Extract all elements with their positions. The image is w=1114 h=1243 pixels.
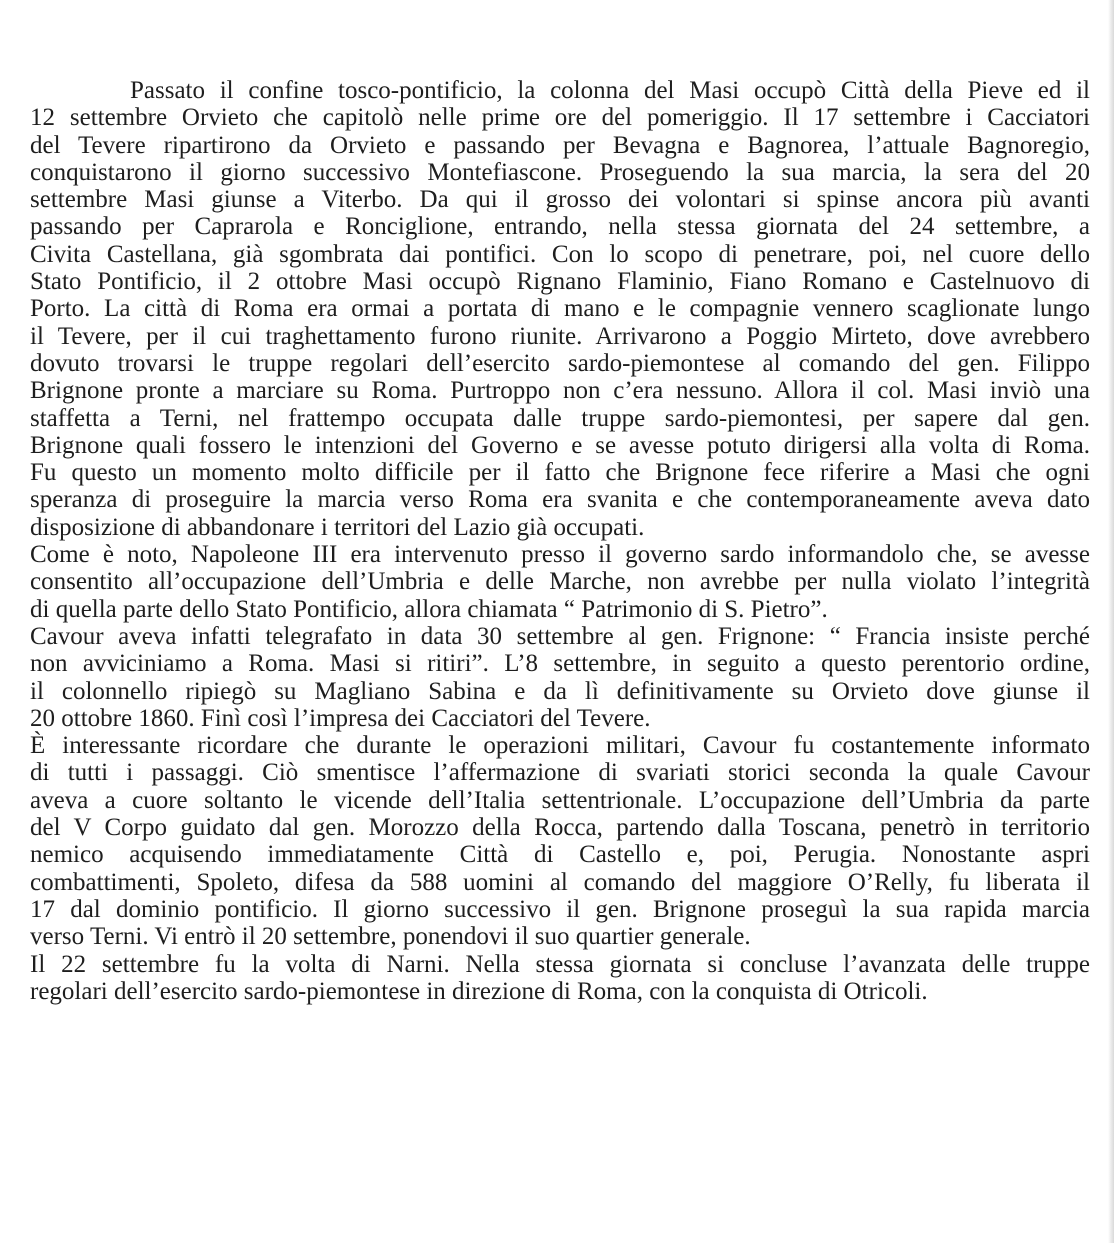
text-line: Brignone quali fossero le intenzioni del Governo e se avesse potuto dirigersi alla volta di Roma. — [30, 431, 1090, 459]
text-line: non avviciniamo a Roma. Masi si ritiri”. L’8 settembre, in seguito a questo perentorio ordine, — [30, 650, 1090, 678]
text-line: del V Corpo guidato dal gen. Morozzo della Rocca, partendo dalla Toscana, penetrò in territorio — [30, 814, 1090, 842]
text-line: passando per Caprarola e Ronciglione, entrando, nella stessa giornata del 24 settembre, a — [30, 213, 1090, 241]
text-line: aveva a cuore soltanto le vicende dell’Italia settentrionale. L’occupazione dell’Umbria da parte — [30, 786, 1090, 814]
body-text — [30, 77, 1090, 1005]
text-line: verso Terni. Vi entrò il 20 settembre, ponendovi il suo quartier generale. — [30, 923, 751, 951]
text-line: 12 settembre Orvieto che capitolò nelle prime ore del pomeriggio. Il 17 settembre i Cacciatori — [30, 104, 1090, 132]
text-line: di quella parte dello Stato Pontificio, allora chiamata “ Patrimonio di S. Pietro”. — [30, 595, 828, 623]
text-line: Fu questo un momento molto difficile per il fatto che Brignone fece riferire a Masi che ogni — [30, 459, 1090, 487]
text-line: conquistarono il giorno successivo Montefiascone. Proseguendo la sua marcia, la sera del 20 — [30, 158, 1090, 186]
text-line: Brignone pronte a marciare su Roma. Purtroppo non c’era nessuno. Allora il col. Masi inviò una — [30, 377, 1090, 405]
text-line: del Tevere ripartirono da Orvieto e passando per Bevagna e Bagnorea, l’attuale Bagnoregio, — [30, 131, 1090, 159]
text-line: il colonnello ripiegò su Magliano Sabina e da lì definitivamente su Orvieto dove giunse il — [30, 677, 1090, 705]
text-line: Civita Castellana, già sgombrata dai pontifici. Con lo scopo di penetrare, poi, nel cuore dello — [30, 240, 1090, 268]
text-line: disposizione di abbandonare i territori del Lazio già occupati. — [30, 513, 645, 541]
text-line: Porto. La città di Roma era ormai a portata di mano e le compagnie vennero scaglionate lungo — [30, 295, 1090, 323]
text-line: 17 dal dominio pontificio. Il giorno successivo il gen. Brignone proseguì la sua rapida marcia — [30, 895, 1090, 923]
text-line: consentito all’occupazione dell’Umbria e delle Marche, non avrebbe per nulla violato l’integrità — [30, 568, 1090, 596]
text-line: speranza di proseguire la marcia verso Roma era svanita e che contemporaneamente aveva dato — [30, 486, 1090, 514]
text-line: settembre Masi giunse a Viterbo. Da qui il grosso dei volontari si spinse ancora più avanti — [30, 186, 1090, 214]
text-line: Stato Pontificio, il 2 ottobre Masi occupò Rignano Flaminio, Fiano Romano e Castelnuovo di — [30, 268, 1090, 296]
text-line: combattimenti, Spoleto, difesa da 588 uomini al comando del maggiore O’Relly, fu liberata il — [30, 868, 1090, 896]
text-line: È interessante ricordare che durante le operazioni militari, Cavour fu costantemente informato — [30, 732, 1090, 760]
text-line: Il 22 settembre fu la volta di Narni. Nella stessa giornata si concluse l’avanzata delle truppe — [30, 950, 1090, 978]
page-edge-shadow — [1108, 0, 1114, 1243]
text-line: il Tevere, per il cui traghettamento furono riunite. Arrivarono a Poggio Mirteto, dove avrebbero — [30, 322, 1090, 350]
text-line: Come è noto, Napoleone III era intervenuto presso il governo sardo informandolo che, se avesse — [30, 541, 1090, 569]
text-line: regolari dell’esercito sardo-piemontese in direzione di Roma, con la conquista di Otricoli. — [30, 977, 928, 1005]
text-line: Cavour aveva infatti telegrafato in data 30 settembre al gen. Frignone: “ Francia insiste perché — [30, 622, 1090, 650]
text-line: di tutti i passaggi. Ciò smentisce l’affermazione di svariati storici seconda la quale Cavour — [30, 759, 1090, 787]
text-line: nemico acquisendo immediatamente Città di Castello e, poi, Perugia. Nonostante aspri — [30, 841, 1090, 869]
text-line: 20 ottobre 1860. Finì così l’impresa dei Cacciatori del Tevere. — [30, 704, 651, 732]
text-line: Passato il confine tosco-pontificio, la colonna del Masi occupò Città della Pieve ed il — [130, 77, 1090, 104]
text-line: staffetta a Terni, nel frattempo occupata dalle truppe sardo-piemontesi, per sapere dal gen. — [30, 404, 1090, 432]
text-line: dovuto trovarsi le truppe regolari dell’esercito sardo-piemontese al comando del gen. Filippo — [30, 349, 1090, 377]
